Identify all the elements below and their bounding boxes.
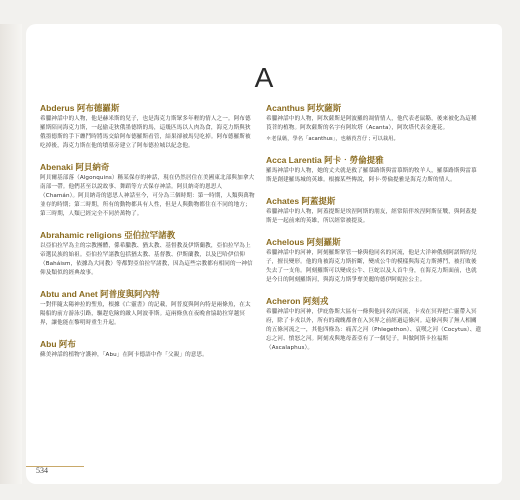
entry-definition: 希臘神話中的河神，阿刻羅斯掌管一條與他同名的河流，他是大洋神俄刻阿諾斯的兒子，擅長變形。他的角被海克力斯折斷，變成公牛的模樣與海克力斯搏鬥，被打敗後失去了一支角。阿刻羅斯可以變成公牛、巨蛇以及人首牛身，在海克力斯面前，也就是今日的阿刻羅斯河，與海克力斯爭奪美麗的德伊阿妮拉公主。 [266,250,477,283]
entry-definition: 阿貝爾基部落（Algonquins）稱某保存的神話，現在仍然居住在美國東北部與加拿大南部一帶。他們甚至以說故事、舞蹈等方式保存神話。阿貝納奇的恩思人（Chamán）。阿貝納奇的恩思人神話至今，可分為三個時期：第一時期，人類與萬物並存的時期；第二時期，所有的動物都具有人性，但是人與動物都住在不同的地方；第三時期，人類已經完全不同於萬物了。 [40,175,255,217]
entry-term: Abenaki 阿貝納奇 [40,162,110,172]
entry-definition: 希臘神話中的人物，他是赫米斯的兒子，也是海克力斯眾多年輕的情人之一。阿布德羅斯陪同海克力斯，一起偷走狄俄墨德斯的馬，這幾匹馬以人肉為食，海克力斯與狄俄墨德斯的手下纏鬥時將馬交給阿布德羅斯看管，結果卻被馬兒吃掉。阿布德羅斯被吃掉後，海克力斯在他的墳墓旁建立了阿布德拉城以紀念他。 [40,116,251,149]
glossary-entry [40,102,256,151]
entry-definition: 蘇美神話的植物守護神，「Abu」在阿卡德語中作「父親」的意思。 [40,352,208,358]
entry-definition: 希臘神話中的河神，伊庇魯斯大區有一條與他同名的河流，卡戎在冥界把亡靈帶入冥府，除了卡戎以外，所有的魂魄都會在入冥界之前經過這條河。這條河與了無人相關的五條河流之一，其他四條為：痛苦之河（Phlegethon）、哀嘆之河（Cocytus）、遺忘之河、憤怒之河。阿刻戎與地母蓋亞有了一個兒子，叫做阿斯卡拉福斯（Ascalaphus）。 [266,309,482,351]
entry-term: Acca Larentia 阿卡‧勞倫提雅 [266,155,384,165]
glossary-entry [40,161,256,219]
glossary-entry [40,338,256,360]
book-page [26,24,502,484]
entry-definition: 希臘神話中的人物，阿坎薩斯是阿波羅的凋情情人，他代表老鼠簕，後來被化為這種莨苕的植物。阿坎薩斯的名字有阿坎塔（Acanta），阿坎塔代表金蓮花。 [266,116,477,131]
entry-definition: 希臘神話中的人物，阿蓋提斯是埃涅阿斯的朋友，經常陪伴埃涅阿斯征戰，與阿蓋提斯是一起前來的英雄，所以經常被提及。 [266,209,477,224]
page-number: 534 [36,466,48,475]
glossary-entry [266,102,482,144]
entry-term: Abu 阿布 [40,339,76,349]
entry-definition: 羅馬神話中的人物，她的丈夫就是救了羅慕路斯與雷慕斯的牧羊人，羅慕路斯與雷慕斯是創建羅馬城的英雄。根據某些傳說，阿卡‧勞倫提雅是海克力斯的情人。 [266,168,477,183]
footer-rule [26,466,84,467]
glossary-entry [40,229,256,278]
glossary-entry [266,236,482,285]
entry-term: Acanthus 阿坎薩斯 [266,103,342,113]
entry-definition: 以亞伯拉罕為主的宗教團體，係希臘教、猶太教、基督教及伊斯蘭教，亞伯拉罕為上帝選民族的始祖。亞伯拉罕諸教包括猶太教、基督教、伊斯蘭教，以及巴哈伊信仰（Baháism，依據為大同教）等都對亞伯拉罕諸教，因為這些宗教都有相同的一神信仰及類似的經典故事。 [40,243,253,276]
left-column [40,102,256,370]
book-spine-shadow [0,24,22,484]
entry-term: Abderus 阿布德羅斯 [40,103,120,113]
glossary-entry [40,288,256,328]
section-letter: A [254,62,274,93]
entry-term: Achates 阿蓋提斯 [266,196,336,206]
entry-definition: 一對伴隨太陽神拉的聖魚，根據《亡靈書》的記載，阿普度與阿內特是兩條魚，在太陽船的前方游泳引路，驅趕危險的敵人阿波菲斯。這兩條魚在夜晚會協助拉穿越冥界，讓他能在黎明時重生升起。 [40,302,251,326]
entry-term: Achelous 阿刻羅斯 [266,237,341,247]
glossary-entry [266,195,482,226]
entry-term: Abtu and Anet 阿普度與阿內特 [40,289,160,299]
entry-term: Acheron 阿刻戎 [266,296,329,306]
entry-note: ＊老鼠簕，學名「acanthus」，也稱莨苕仔 ; 可以栽用。 [266,136,399,142]
entry-term: Abrahamic religions 亞伯拉罕諸教 [40,230,176,240]
glossary-entry [266,295,482,353]
glossary-entry [266,154,482,185]
right-column [266,102,482,363]
